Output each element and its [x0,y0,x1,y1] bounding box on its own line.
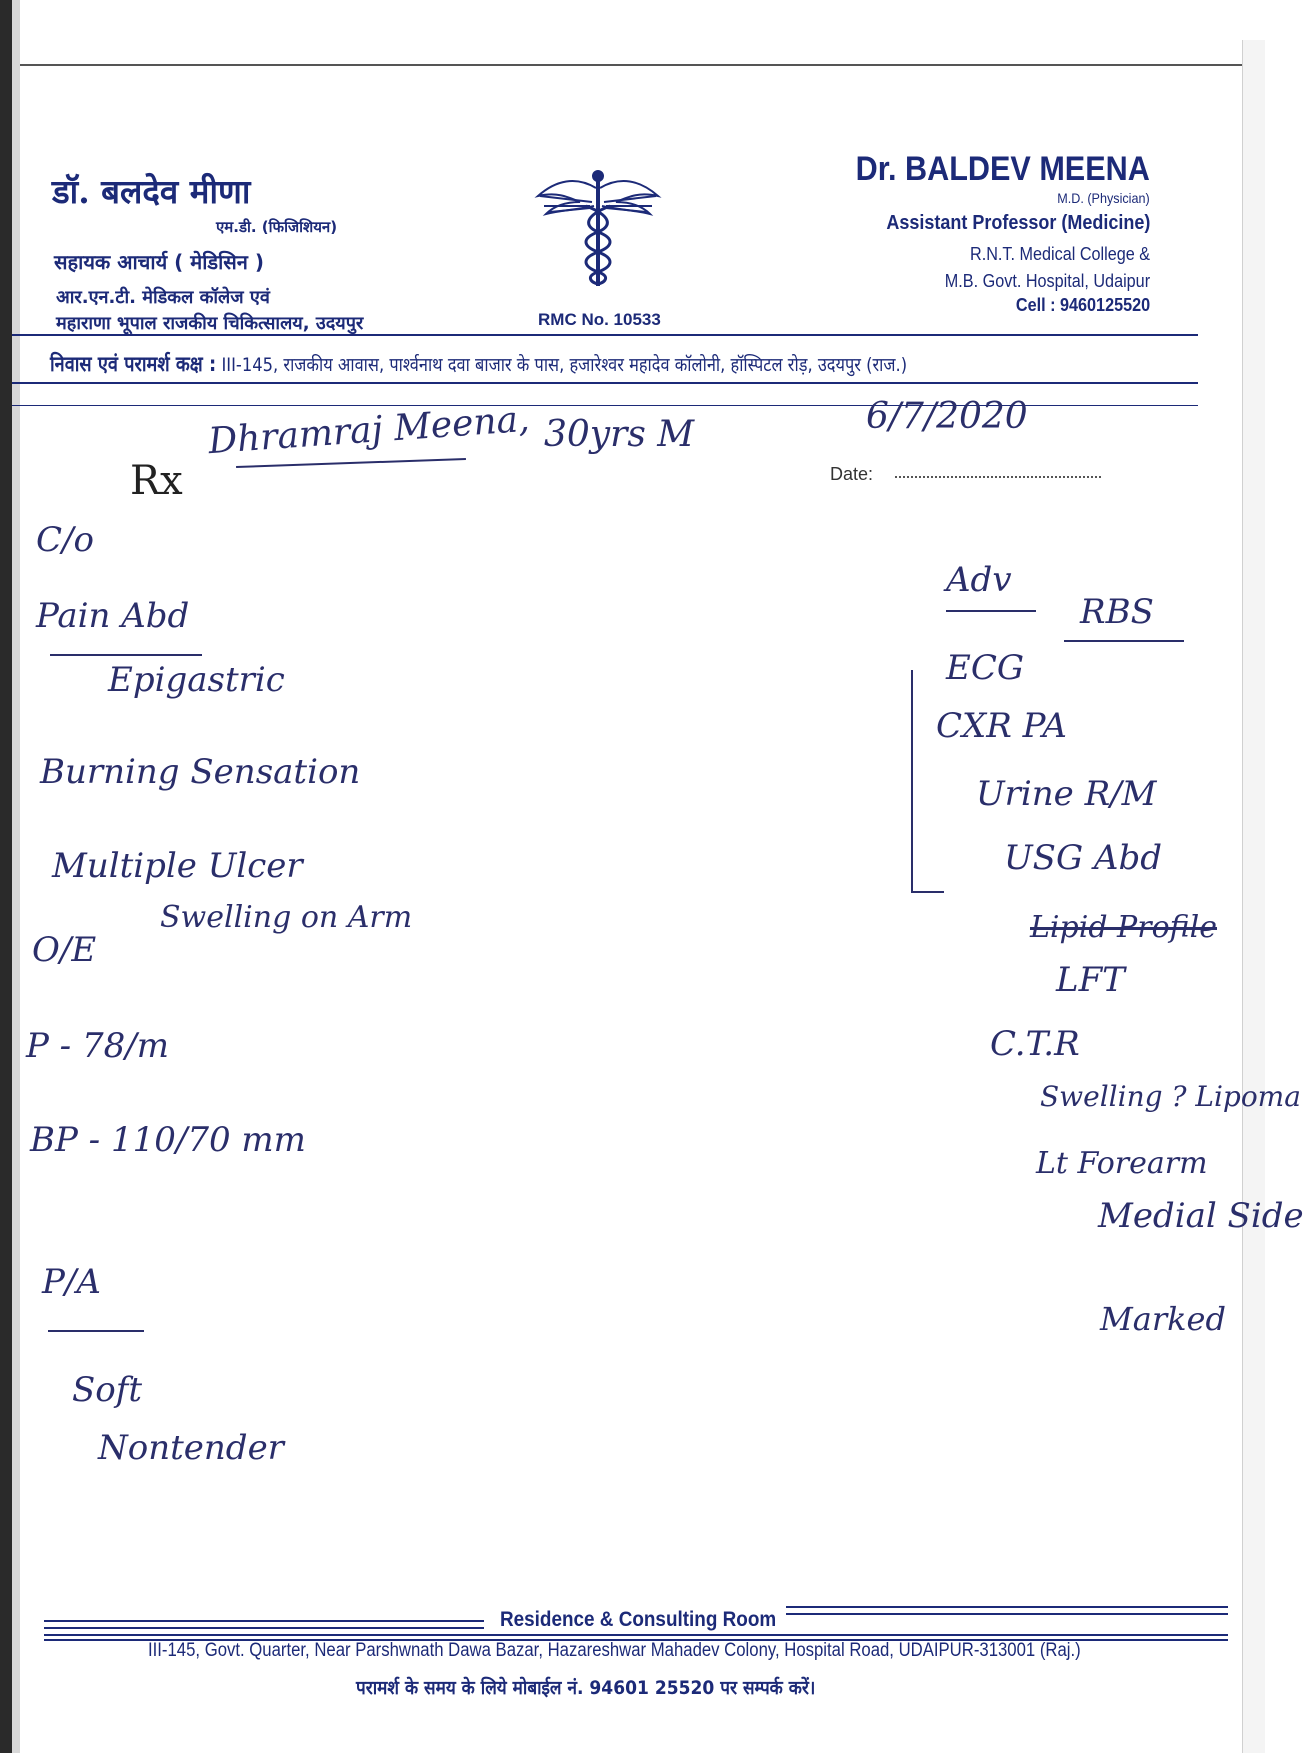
handwritten-date: 6/7/2020 [866,396,1028,437]
footer-rule-left [44,1620,484,1629]
patient-underline [236,458,466,468]
advice-cxr: CXR PA [936,706,1067,746]
note-on-examination: O/E [32,930,97,970]
date-label: Date: [830,464,874,484]
advice-header: Adv [946,560,1012,600]
residence-address-hindi [50,350,907,378]
advice-marked: Marked [1100,1300,1226,1338]
patient-age-sex: 30yrs M [544,414,695,455]
hospital-english: M.B. Govt. Hospital, Udaipur [944,271,1150,291]
advice-lipid-profile: Lipid Profile [1030,910,1218,945]
advice-ecg: ECG [946,648,1024,688]
note-epigastric: Epigastric [108,660,285,700]
college-hindi: आर.एन.टी. मेडिकल कॉलेज एवं [56,287,270,308]
rbs-underline [1064,640,1184,642]
scan-edge-right [1242,40,1265,1753]
header-rule-top [12,334,1198,336]
address-text: III-145, राजकीय आवास, पार्श्वनाथ दवा बाजार के पास, हजारेश्वर महादेव कॉलोनी, हॉस्पिटल रोड़, उदयपुर (राज.) [221,354,908,376]
doctor-name-hindi: डॉ. बलदेव मीणा [52,172,251,211]
caduceus-icon [536,166,660,290]
doctor-name-english: Dr. BALDEV MEENA [855,150,1150,188]
advice-swelling-lipoma: Swelling ? Lipoma [1040,1080,1301,1113]
designation-english: Assistant Professor (Medicine) [885,212,1150,234]
advice-medial: Medial Side [1098,1196,1304,1236]
advice-ctr: C.T.R [990,1024,1080,1064]
cell-number: Cell : 9460125520 [1015,295,1150,315]
patient-name: Dhramraj Meena, [206,398,531,463]
footer-address: III-145, Govt. Quarter, Near Parshwnath Dawa Bazar, Hazareshwar Mahadev Colony, Hospital Road, UDAIPUR-313001 (Raj.) [148,1640,1081,1661]
footer-mobile-note: परामर्श के समय के लिये मोबाईल नं. 94601 25520 पर सम्पर्क करें। [356,1677,816,1699]
advice-lft: LFT [1056,960,1125,1000]
note-burning: Burning Sensation [40,752,361,792]
note-nontender: Nontender [98,1428,284,1468]
advice-underline [946,610,1036,612]
note-multiple-ulcer: Multiple Ulcer [52,846,303,886]
note-per-abdomen: P/A [42,1262,101,1302]
note-blood-pressure: BP - 110/70 mm [30,1120,306,1160]
pa-underline [48,1330,144,1332]
scan-edge [0,0,12,1753]
date-dotted-line [895,476,1101,478]
header-rule-bottom [12,382,1198,384]
footer-rule-right [786,1606,1228,1615]
footer-title: Residence & Consulting Room [500,1608,777,1631]
address-label: निवास एवं परामर्श कक्ष : [50,352,217,376]
advice-lt-forearm: Lt Forearm [1036,1146,1208,1181]
rx-symbol: Rx [130,458,183,504]
college-english: R.N.T. Medical College & [969,244,1150,264]
note-complaint-header: C/o [36,520,94,560]
note-soft: Soft [72,1370,143,1410]
hospital-hindi: महाराणा भूपाल राजकीय चिकित्सालय, उदयपुर [56,313,364,334]
advice-bracket [906,664,946,900]
advice-usg: USG Abd [1004,838,1162,878]
top-rule [20,64,1242,66]
designation-hindi: सहायक आचार्य ( मेडिसिन ) [54,250,264,274]
degree-english: M.D. (Physician) [1057,190,1150,206]
scan-edge-shadow [12,0,20,1753]
pain-underline [50,654,202,656]
advice-urine: Urine R/M [976,774,1157,814]
advice-rbs: RBS [1080,592,1154,632]
degree-hindi: एम.डी. (फिजिशियन) [216,218,338,236]
rmc-number: RMC No. 10533 [538,310,661,329]
note-pain-abd: Pain Abd [36,596,190,636]
note-swelling-arm: Swelling on Arm [160,900,413,935]
note-pulse: P - 78/m [26,1026,169,1066]
